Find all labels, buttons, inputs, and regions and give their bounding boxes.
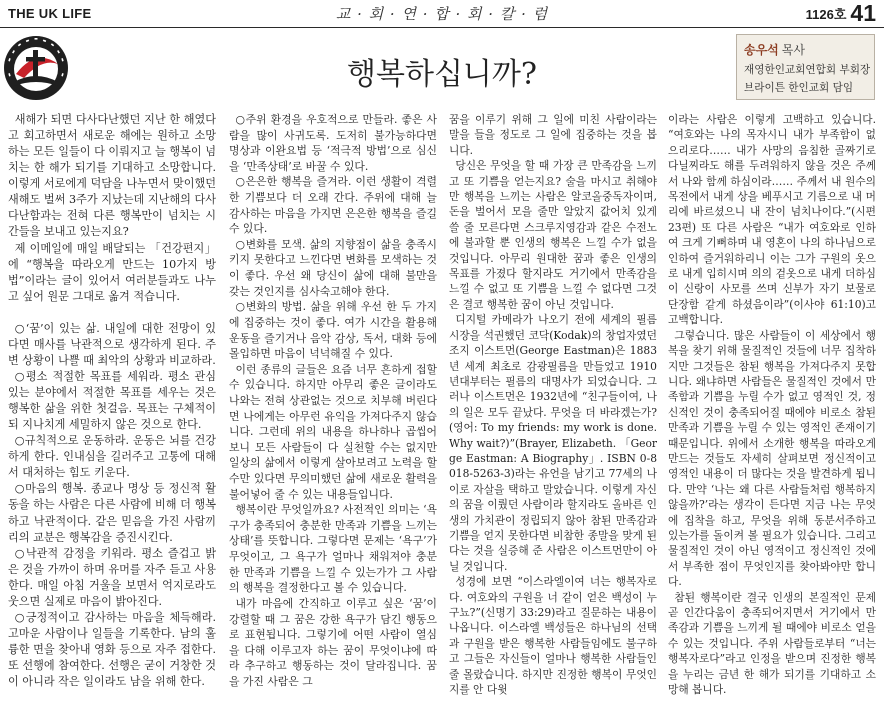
tip-item: ○마음의 행복. 종교나 명상 등 정신적 활동을 하는 사람은 다른 사람에 비해 더 행복하고 낙관적이다. 같은 믿음을 가진 사람끼리의 교분은 행복감을 증진시킨다. bbox=[8, 482, 216, 544]
body-paragraph: 행복이란 무엇일까요? 사전적인 의미는 ‘욕구가 충족되어 충분한 만족과 기쁨을 느끼는 상태’를 뜻합니다. 그렇다면 문제는 ‘욕구’가 무엇이고, 그 욕구가 얼마나 채워져야 충분한 만족과 기쁨을 느낄 수 있는가가 그 사람의 행복을 결정한다고 볼 수 있습니다. bbox=[229, 503, 437, 595]
tip-item: ○낙관적 감정을 키워라. 평소 즐겁고 밝은 것을 가까이 하며 유머를 자주 듣고 사용한다. 매일 아침 거울을 보면서 억지로라도 웃으면 실제로 마음이 밝아진다. bbox=[8, 546, 216, 608]
body-paragraph: 참된 행복이란 결국 인생의 본질적인 문제 곧 인간다움이 충족되어지면서 거기에서 만족감과 기쁨을 느끼게 될 때에야 비로소 얻을 수 있는 것입니다. 주위 사람들로부터 “너는 행복자로다”라고 인정을 받으며 진정한 행복을 누리는 금년 한 해가 되기를 기대하고 소망해 봅니다. bbox=[668, 590, 876, 697]
author-role: 브라이튼 한인교회 담임 bbox=[744, 82, 854, 94]
masthead bbox=[0, 0, 884, 28]
body-paragraph: 디지털 카메라가 나오기 전에 세계의 필름 시장을 석권했던 코닥(Kodak)의 창업자였던 조지 이스트먼(George Eastman)은 1883년 세계 최초로 감광필름을 만들었고 1910년대부터는 필름의 대명사가 되었습니다. 그러나 이스트먼은 1932년에 “친구들이여, 나의 일은 모두 끝났다. 무엇을 더 바라겠는가?(영어: To my friends: my work is done. Why wait?)”(Brayer, Elizabeth. 「George Eastman: A Biography」. ISBN 0-8018-5263-3)라는 유언을 남기고 77세의 나이로 자살을 택하고 말았습니다. 이렇게 자신의 꿈을 이뤘던 사람이라 할지라도 올바른 인생의 가치관이 정립되지 않아 참된 만족감과 기쁨을 얻지 못한다면 비참한 종말을 맞게 된다는 것을 실증해 준 사람은 이스트먼만이 아닐 것입니다. bbox=[449, 313, 657, 573]
body-column bbox=[8, 112, 216, 697]
tip-item: ○주위 환경을 우호적으로 만들라. 좋은 사람을 많이 사귀도록. 도저히 불가능하다면 명상과 이완요법 등 ‘적극적 방법’으로 심신을 ‘만족상태’로 바꿀 수 있다. bbox=[229, 113, 437, 173]
article-title: 행복하십니까? bbox=[347, 57, 537, 92]
body-paragraph: 당신은 무엇을 할 때 가장 큰 만족감을 느끼고 또 기쁨을 얻는지요? 술을 마시고 취해야만 행복을 느끼는 사람은 알코올중독자이며, 돈을 벌어서 모을 줄만 알았지 값어치 있게 쓸 줄 모른다면 스크루지영감과 같은 수전노에 불과할 뿐 인생의 행복은 느낄 수가 없을 것입니다. 아무리 원대한 꿈과 좋은 인생의 목표를 가졌다 할지라도 거기에서 만족감을 느낄 수 없고 또 기쁨을 느낄 수 없다면 그것은 결코 행복한 꿈이 아닌 것입니다. bbox=[449, 159, 657, 311]
author-role: 재영한인교회연합회 부회장 bbox=[744, 64, 870, 76]
body-paragraph: 새해가 되면 다사다난했던 지난 한 해였다고 회고하면서 새로운 해에는 원하고 소망하는 모든 일들이 다 이뤄지고 늘 행복이 넘치는 한 해가 되기를 기대하고 소망합니다. 이렇게 서로에게 덕담을 나누면서 맞이했던 새해도 벌써 3주가 지났는데 지난해의 다사다난함과는 전혀 다른 행복만이 넘치는 시간들을 보내고 있는지요? bbox=[8, 113, 216, 239]
author-title: 목사 bbox=[781, 43, 805, 57]
paragraph-spacer bbox=[8, 305, 216, 321]
tip-item: ○은은한 행복을 즐겨라. 이런 생활이 격렬한 기쁨보다 더 오래 간다. 주위에 대해 늘 감사하는 마음을 가지면 은은한 행복을 즐길 수 있다. bbox=[229, 175, 437, 236]
body-paragraph: 꿈을 이루기 위해 그 일에 미친 사람이라는 말을 들을 정도로 그 일에 집중하는 것을 봅니다. bbox=[449, 113, 657, 157]
section-title: 교 · 회 · 연 · 합 · 회 · 칼 · 럼 bbox=[335, 5, 549, 23]
tip-item: ○변화를 모색. 삶의 지향점이 삶을 충족시키지 못한다고 느낀다면 변화를 모색하는 것이 좋다. 우선 왜 당신이 삶에 대해 불만을 갖는 것인지를 심사숙고해야 한다. bbox=[229, 237, 437, 298]
tip-item: ○평소 적절한 목표를 세워라. 평소 관심 있는 분야에서 적절한 목표를 세우는 것은 행복한 삶을 위한 첫걸음. 목표는 구체적이되 지나치게 세밀하지 않은 것으로 한다. bbox=[8, 369, 216, 432]
tip-item: ○규칙적으로 운동하라. 운동은 뇌를 건강하게 한다. 인내심을 길러주고 고통에 대해서 대처하는 힘도 키운다. bbox=[8, 434, 216, 480]
tip-item: ○‘꿈’이 있는 삶. 내일에 대한 전망이 있다면 매사를 낙관적으로 생각하게 된다. 주변 상황이 나쁠 때 최악의 상황과 비교하라. bbox=[8, 321, 216, 367]
body-paragraph: 그렇습니다. 많은 사람들이 이 세상에서 행복을 찾기 위해 물질적인 것들에 너무 집착하지만 그것들은 참된 행복을 가져다주지 못합니다. 왜냐하면 사람들은 물질적인 것에서 만족함과 기쁨을 누릴 수가 없고 영적인 것, 정신적인 것이 충족되어질 때에야 비로소 참된 만족과 기쁨을 누릴 수 있는 영적인 존재이기 때문입니다. 위에서 소개한 행복을 따라오게 만드는 것들도 자세히 살펴보면 정신적이고 영적인 내용이 더 많다는 것을 발견하게 됩니다. 만약 ‘나는 왜 다른 사람들처럼 행복하지 않을까?’라는 생각이 든다면 지금 나는 무엇에 집착을 하고, 무엇을 위해 동분서주하고 있는가를 돌이켜 볼 필요가 있습니다. 그리고 물질적인 것이 아닌 영적이고 정신적인 것에서 부족한 점이 무엇인지를 찾아봐야만 합니다. bbox=[668, 328, 876, 589]
body-column bbox=[229, 112, 437, 697]
tip-item: ○변화의 방법. 삶을 위해 우선 한 두 가지에 집중하는 것이 좋다. 여가 시간을 활용해 운동을 즐기거나 음악 감상, 독서, 대화 등에 몰입하면 마음이 넉넉해질 수 있다. bbox=[229, 300, 437, 361]
author-box bbox=[736, 34, 875, 100]
author-byline bbox=[744, 41, 870, 59]
body-paragraph: 내가 마음에 간직하고 이루고 싶은 ‘꿈’이 강렬할 때 그 꿈은 강한 욕구가 담긴 행동으로 표현됩니다. 그렇기에 어떤 사람이 열심을 다해 이루고자 하는 꿈이 무엇이냐에 따라 추구하고 행동하는 것이 달라집니다. 꿈을 가진 사람은 그 bbox=[229, 596, 437, 688]
body-column bbox=[449, 112, 657, 697]
publication-name: THE UK LIFE bbox=[8, 6, 92, 21]
tip-item: ○긍정적이고 감사하는 마음을 체득해라. 고마운 사람이나 일들을 기록한다. 남의 훌륭한 면을 찾아내 영화 등으로 자주 접한다. 또 선행에 참여한다. 선행은 굳이 거창한 것이 아니라 작은 일이라도 남을 위해 한다. bbox=[8, 610, 216, 689]
page-number: 41 bbox=[850, 0, 876, 26]
body-paragraph: 성경에 보면 “이스라엘이여 너는 행복자로다. 여호와의 구원을 너 같이 얻은 백성이 누구뇨?”(신명기 33:29)라고 질문하는 내용이 나옵니다. 이스라엘 백성들은 하나님의 선택과 구원을 받은 행복한 사람들임에도 불구하고 그들은 자신들이 얼마나 행복한 사람들인 줄 몰랐습니다. 하지만 진정한 행복이 무엇인지를 안 다윗 bbox=[449, 575, 657, 697]
body-paragraph: 제 이메일에 매일 배달되는 「건강편지」에 “행복을 따라오게 만드는 10가지 방법”이라는 글이 있어서 여러분들과도 나누고 싶어 원문 그대로 옮겨 적습니다. bbox=[8, 241, 216, 303]
author-name: 송우석 bbox=[744, 43, 779, 57]
body-paragraph: 이런 종류의 글들은 요즘 너무 흔하게 접할 수 있습니다. 하지만 아무리 좋은 글이라도 나와는 전혀 상관없는 것으로 치부해 버린다면 나에게는 아무런 유익을 가져다주지 않습니다. 그런데 위의 내용을 하나하나 곱씹어보니 모든 사람들이 다 실천할 수는 없지만 일상의 삶에서 이렇게 살아보려고 노력을 할 수만 있다면 무의미했던 삶에 새로운 활력을 불어넣어 줄 수 있는 내용들입니다. bbox=[229, 362, 437, 501]
body-paragraph: 이라는 사람은 이렇게 고백하고 있습니다. “여호와는 나의 목자시니 내가 부족함이 없으리로다…… 내가 사망의 음침한 골짜기로 다닐찌라도 해를 두려워하지 않을 것은 주께서 나와 함께 하심이라…… 주께서 내 원수의 목전에서 내게 상을 베푸시고 기름으로 내 머리에 바르셨으니 내 잔이 넘치나이다.”(시편 23편) 또 다른 사람은 “내가 여호와로 인하여 크게 기뻐하며 내 영혼이 나의 하나님으로 인하여 즐거워하리니 이는 그가 구원의 옷으로 내게 입히시며 의의 겉옷으로 내게 더하심이 신랑이 사모를 쓰며 신부가 자기 보물로 단장함 같게 하셨음이라”(이사야 61:10)고 고백합니다. bbox=[668, 113, 876, 327]
issue-info bbox=[806, 0, 876, 27]
body-column bbox=[668, 112, 876, 697]
issue-number: 1126호 bbox=[805, 7, 847, 22]
association-logo bbox=[2, 34, 70, 102]
